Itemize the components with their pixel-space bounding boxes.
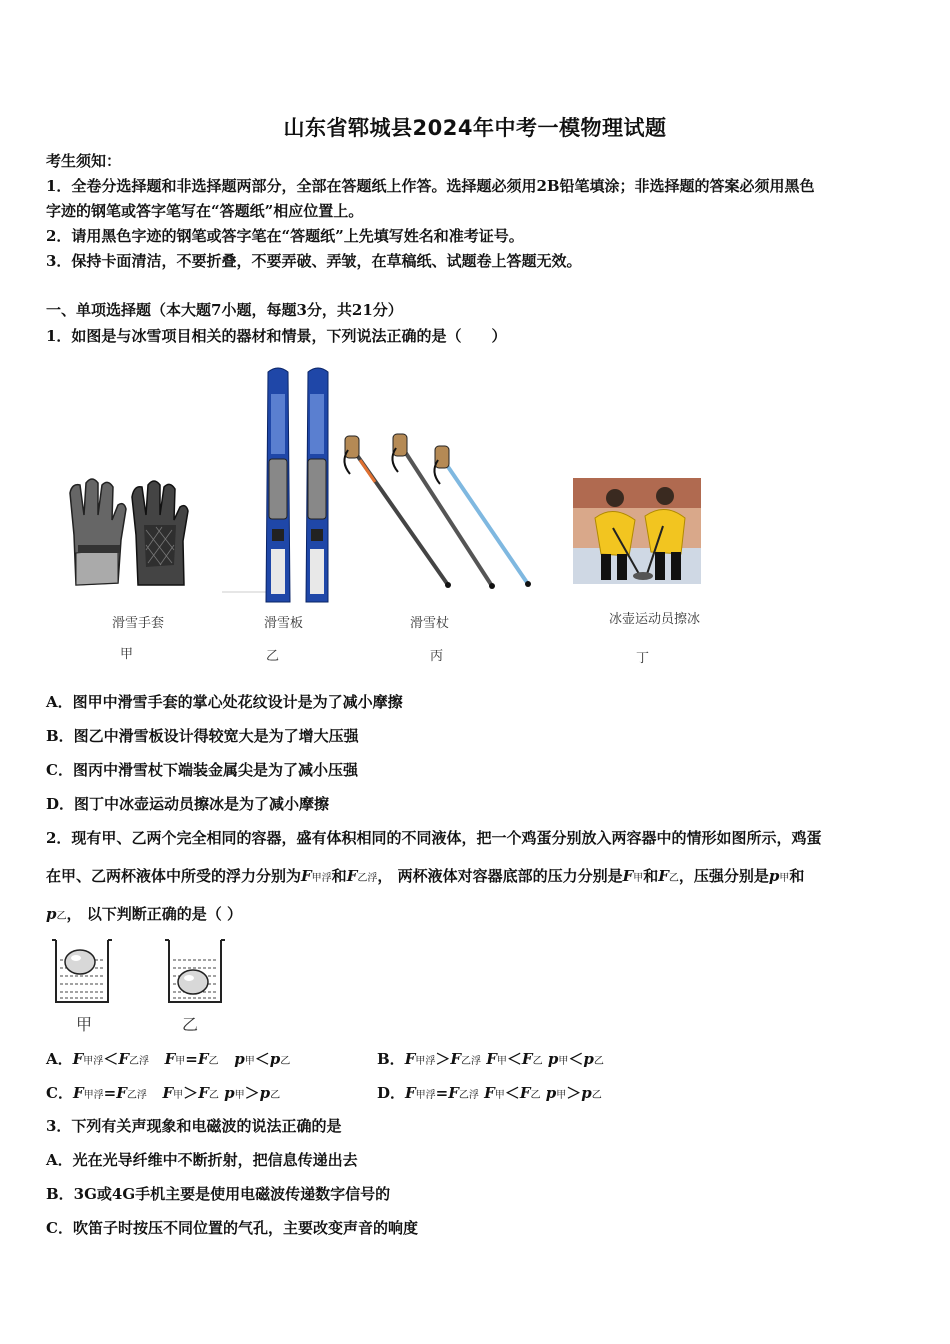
sub-yi: 乙 xyxy=(530,1090,541,1101)
sub-jia: 甲 xyxy=(494,1090,505,1101)
var-f: F xyxy=(622,867,634,885)
q1-option-c[interactable]: C．图丙中滑雪杖下端装金属尖是为了减小压强 xyxy=(46,761,358,779)
notice-item-3: 3．保持卡面清洁，不要折叠，不要弄破、弄皱，在草稿纸、试题卷上答题无效。 xyxy=(46,252,582,270)
notice-item-2: 2．请用黑色字迹的钢笔或答字笔在“答题纸”上先填写姓名和准考证号。 xyxy=(46,227,524,245)
q1-option-d[interactable]: D．图丁中冰壶运动员擦冰是为了减小摩擦 xyxy=(46,795,330,813)
section-heading: 一、单项选择题（本大题7小题，每题3分，共21分） xyxy=(46,301,403,319)
var-f: F xyxy=(405,1084,416,1102)
sub-jiafu: 甲浮 xyxy=(83,1090,104,1101)
q2-text: ，压强分别是 xyxy=(678,867,769,885)
q2-option-b[interactable] xyxy=(377,1048,604,1069)
beaker-jia-icon xyxy=(52,938,112,1006)
figure-label-yi: 乙 xyxy=(266,649,280,664)
sub-jiafu: 甲浮 xyxy=(415,1056,436,1067)
var-f: F xyxy=(450,1050,462,1068)
opt-letter: B． xyxy=(377,1050,405,1068)
sub-jia: 甲 xyxy=(244,1056,255,1067)
relation: ＞ xyxy=(244,1084,260,1102)
sub-jia: 甲 xyxy=(496,1056,507,1067)
q2-stem-line-2 xyxy=(46,866,804,889)
sub-jia: 甲 xyxy=(633,873,644,884)
var-f: F xyxy=(301,867,312,885)
notice-heading: 考生须知： xyxy=(46,152,122,170)
sub-yi: 乙 xyxy=(208,1090,219,1101)
sub-jia: 甲 xyxy=(173,1090,184,1101)
q2-stem-line-1: 2．现有甲、乙两个完全相同的容器，盛有体积相同的不同液体，把一个鸡蛋分别放入两容器中的情形如图所示，鸡蛋 xyxy=(46,829,822,847)
var-f: F xyxy=(198,1084,209,1102)
q3-option-c[interactable]: C．吹笛子时按压不同位置的气孔，主要改变声音的响度 xyxy=(46,1219,418,1237)
relation: = xyxy=(103,1084,117,1102)
q2-text: ， 两杯液体对容器底部的压力分别是 xyxy=(377,867,623,885)
sub-yi: 乙 xyxy=(593,1056,604,1067)
var-p: p xyxy=(224,1084,235,1102)
q2-text: ， 以下判断正确的是（ ） xyxy=(66,905,242,923)
opt-letter: A． xyxy=(46,1050,73,1068)
notice-item-1-line-2: 字迹的钢笔或答字笔写在“答题纸”相应位置上。 xyxy=(46,202,364,220)
sub-jia: 甲 xyxy=(779,873,790,884)
q2-text: 和 xyxy=(789,867,805,885)
var-f: F xyxy=(116,1084,127,1102)
var-f: F xyxy=(521,1050,533,1068)
sub-yi: 乙 xyxy=(270,1090,281,1101)
var-f: F xyxy=(118,1050,129,1068)
q1-stem: 1．如图是与冰雪项目相关的器材和情景，下列说法正确的是（ ） xyxy=(46,327,507,345)
var-p: p xyxy=(547,1050,559,1068)
var-p: p xyxy=(545,1084,557,1102)
q3-option-b[interactable]: B．3G或4G手机主要是使用电磁波传递数字信号的 xyxy=(46,1185,391,1203)
sub-yi: 乙 xyxy=(532,1056,543,1067)
q2-option-a[interactable] xyxy=(46,1048,290,1069)
var-p: p xyxy=(234,1050,245,1068)
q2-text: 在甲、乙两杯液体中所受的浮力分别为 xyxy=(46,867,302,885)
relation: ＜ xyxy=(568,1050,584,1068)
sub-jia: 甲 xyxy=(556,1090,567,1101)
figure-caption-pole: 滑雪杖 xyxy=(410,616,450,631)
q3-option-a[interactable]: A．光在光导纤维中不断折射，把信息传递出去 xyxy=(46,1151,358,1169)
ski-board-icon xyxy=(222,364,332,609)
q2-text: 和 xyxy=(643,867,659,885)
var-p: p xyxy=(259,1084,271,1102)
sub-jiafu: 甲浮 xyxy=(415,1090,436,1101)
opt-letter: D． xyxy=(377,1084,406,1102)
figure-label-jia: 甲 xyxy=(120,647,134,662)
var-p: p xyxy=(269,1050,281,1068)
figure-caption-curling: 冰壶运动员擦冰 xyxy=(609,612,701,627)
ski-glove-icon xyxy=(66,475,191,590)
figure-label-ding: 丁 xyxy=(636,651,650,666)
sub-yi: 乙 xyxy=(56,911,67,922)
relation: ＞ xyxy=(566,1084,582,1102)
figure-caption-ski: 滑雪板 xyxy=(264,616,304,631)
sub-jia: 甲 xyxy=(175,1056,186,1067)
q3-stem: 3．下列有关声现象和电磁波的说法正确的是 xyxy=(46,1117,342,1135)
var-f: F xyxy=(484,1084,495,1102)
sub-jia: 甲 xyxy=(558,1056,569,1067)
q2-stem-line-3 xyxy=(46,904,242,927)
beaker-yi-icon xyxy=(165,938,225,1006)
var-f: F xyxy=(658,867,669,885)
figure-caption-glove: 滑雪手套 xyxy=(112,616,165,631)
sub-yifu: 乙浮 xyxy=(126,1090,147,1101)
page-title: 山东省郓城县2024年中考一模物理试题 xyxy=(283,116,667,140)
curling-photo-icon xyxy=(573,478,701,584)
var-f: F xyxy=(164,1050,176,1068)
sub-yi: 乙 xyxy=(280,1056,291,1067)
var-p: p xyxy=(581,1084,592,1102)
var-f: F xyxy=(519,1084,531,1102)
figure-label-bing: 丙 xyxy=(430,649,444,664)
sub-yifu: 乙浮 xyxy=(461,1056,482,1067)
relation: = xyxy=(435,1084,449,1102)
sub-jia: 甲 xyxy=(234,1090,245,1101)
relation: ＞ xyxy=(435,1050,451,1068)
sub-jiafu: 甲浮 xyxy=(83,1056,104,1067)
relation: = xyxy=(185,1050,198,1068)
q1-option-b[interactable]: B．图乙中滑雪板设计得较宽大是为了增大压强 xyxy=(46,727,359,745)
sub-yifu: 乙浮 xyxy=(128,1056,149,1067)
q2-option-d[interactable] xyxy=(377,1082,602,1103)
var-p: p xyxy=(583,1050,594,1068)
var-f: F xyxy=(404,1050,416,1068)
var-p: p xyxy=(46,905,57,923)
opt-letter: C． xyxy=(46,1084,73,1102)
relation: ＜ xyxy=(506,1050,522,1068)
sub-yi: 乙 xyxy=(591,1090,602,1101)
relation: ＜ xyxy=(254,1050,270,1068)
var-f: F xyxy=(346,867,358,885)
var-f: F xyxy=(72,1084,84,1102)
relation: ＜ xyxy=(504,1084,520,1102)
var-f: F xyxy=(448,1084,459,1102)
relation: ＞ xyxy=(183,1084,199,1102)
sub-yifu: 乙浮 xyxy=(458,1090,479,1101)
var-f: F xyxy=(486,1050,497,1068)
relation: ＜ xyxy=(103,1050,119,1068)
var-f: F xyxy=(162,1084,174,1102)
notice-item-1-line-1: 1．全卷分选择题和非选择题两部分，全部在答题纸上作答。选择题必须用2B铅笔填涂；非选择题的答案必须用黑色 xyxy=(46,177,815,195)
sub-yi: 乙 xyxy=(668,873,679,884)
ski-pole-icon xyxy=(340,430,540,595)
q2-text: 和 xyxy=(331,867,347,885)
var-f: F xyxy=(197,1050,209,1068)
sub-jiafu: 甲浮 xyxy=(311,873,332,884)
sub-yi: 乙 xyxy=(208,1056,219,1067)
var-p: p xyxy=(768,867,780,885)
beaker-label-yi: 乙 xyxy=(182,1015,199,1034)
beaker-label-jia: 甲 xyxy=(76,1015,93,1034)
q2-option-c[interactable] xyxy=(46,1082,280,1103)
q1-option-a[interactable]: A．图甲中滑雪手套的掌心处花纹设计是为了减小摩擦 xyxy=(46,693,403,711)
var-f: F xyxy=(72,1050,84,1068)
sub-yifu: 乙浮 xyxy=(357,873,378,884)
